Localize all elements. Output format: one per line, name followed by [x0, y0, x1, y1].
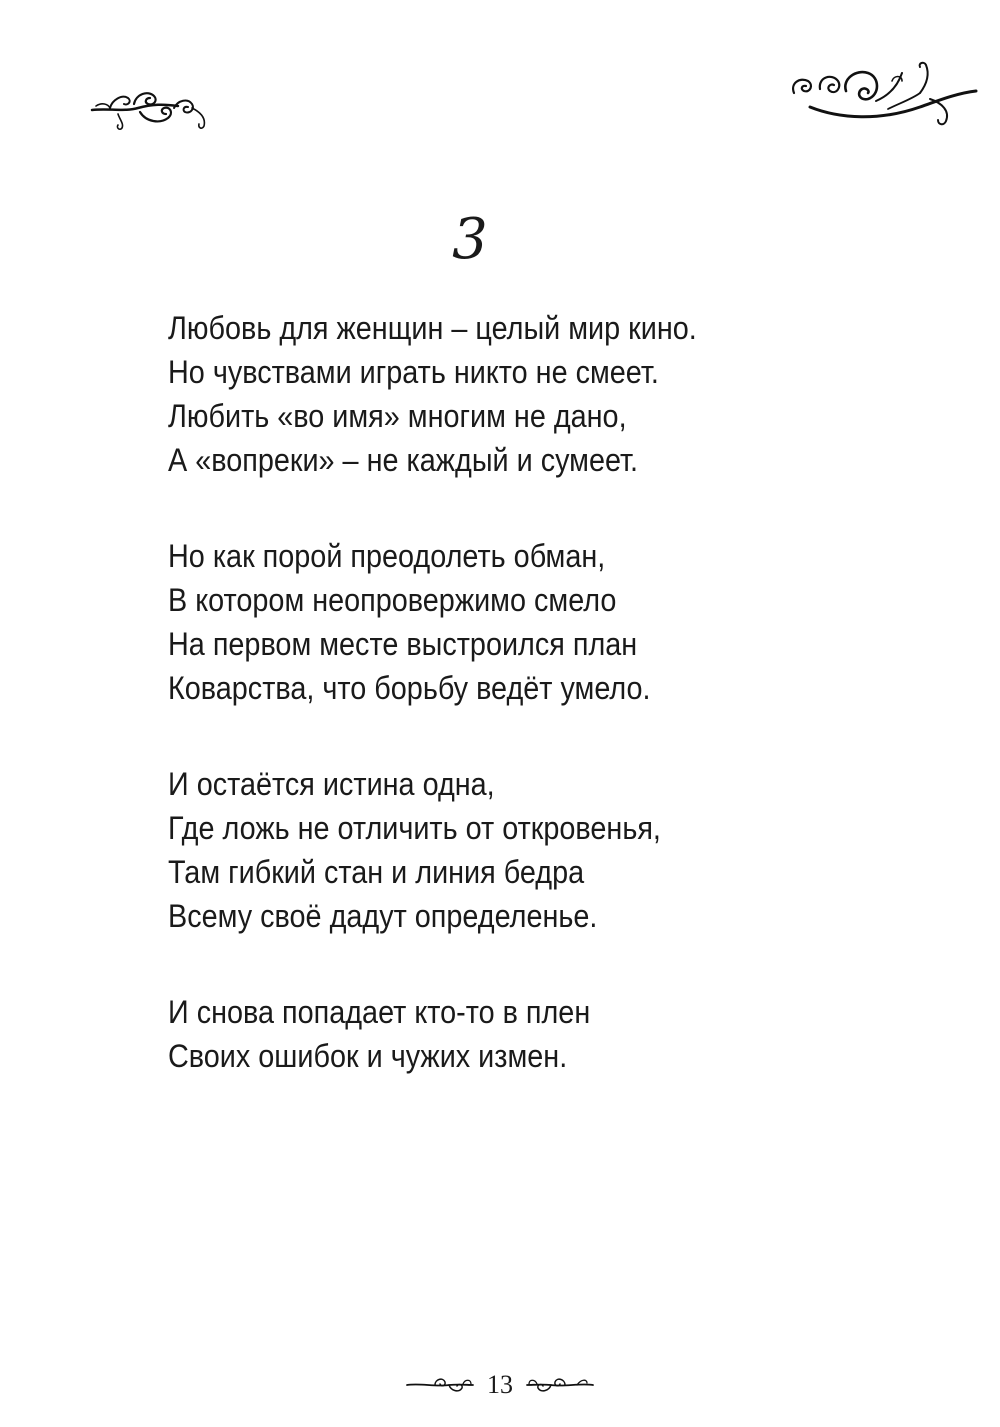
poem-line: На первом месте выстроился план [168, 626, 638, 662]
stanza-4 [168, 990, 968, 1078]
page-footer [0, 1365, 1000, 1405]
poem-line: Там гибкий стан и линия бедра [168, 854, 585, 890]
poem-line: Но как порой преодолеть обман, [168, 538, 606, 574]
stanza-3 [168, 762, 968, 938]
poem-number: 3 [452, 207, 488, 272]
poem-line: И остаётся истина одна, [168, 766, 495, 802]
poem-line: Своих ошибок и чужих измен. [168, 1038, 568, 1074]
poem-body [168, 306, 968, 1130]
footer-left-flourish-icon [405, 1373, 475, 1397]
page-number: 13 [487, 1370, 513, 1399]
poem-line: И снова попадает кто-то в плен [168, 994, 591, 1030]
top-left-flourish-icon [88, 78, 218, 138]
footer-right-flourish-icon [525, 1373, 595, 1397]
stanza-2 [168, 534, 968, 710]
stanza-1 [168, 306, 968, 482]
poem-line: Любить «во имя» многим не дано, [168, 398, 627, 434]
top-right-flourish-icon [780, 55, 980, 135]
poem-line: Где ложь не отличить от откровенья, [168, 810, 661, 846]
poem-line: А «вопреки» – не каждый и сумеет. [168, 442, 639, 478]
poem-line: Любовь для женщин – целый мир кино. [168, 310, 697, 346]
poem-line: Коварства, что борьбу ведёт умело. [168, 670, 651, 706]
poem-line: Всему своё дадут определенье. [168, 898, 598, 934]
poem-line: В котором неопровержимо смело [168, 582, 617, 618]
poem-line: Но чувствами играть никто не смеет. [168, 354, 659, 390]
